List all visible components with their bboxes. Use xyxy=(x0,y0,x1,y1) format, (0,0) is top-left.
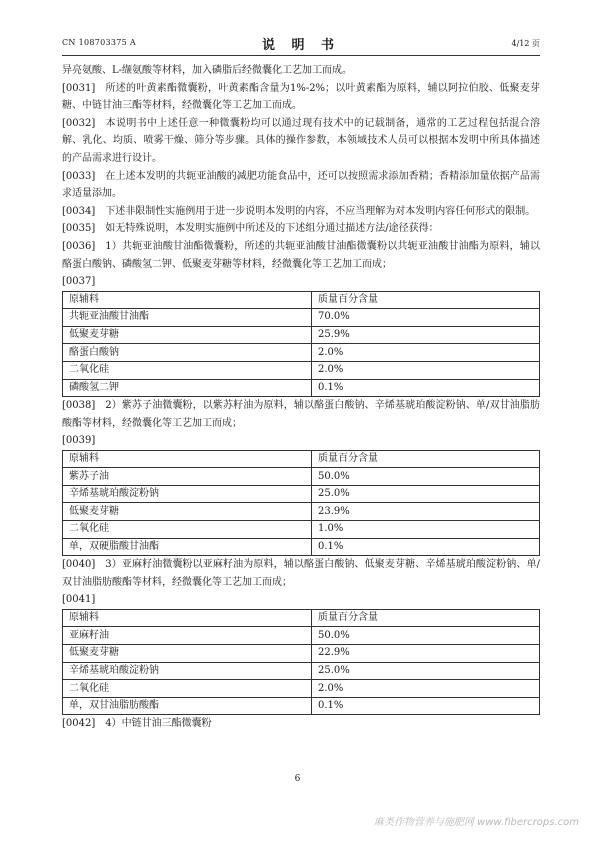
table-cell: 2.0% xyxy=(312,680,540,698)
table-row xyxy=(63,344,540,362)
ingredient-table-cla xyxy=(62,291,540,398)
table-cell: 0.1% xyxy=(312,697,540,715)
paragraph-number: [0035] xyxy=(62,223,96,235)
table-cell: 低聚麦芽糖 xyxy=(63,645,312,663)
paragraph-number: [0040] xyxy=(62,559,96,571)
table-cell: 25.9% xyxy=(312,326,540,344)
table-cell: 50.0% xyxy=(312,627,540,645)
paragraph-0038 xyxy=(62,397,540,432)
paragraph-number: [0031] xyxy=(62,82,96,94)
paragraph-text: 1）共轭亚油酸甘油酯微囊粉，所述的共轭亚油酸甘油酯微囊粉以共轭亚油酸甘油酯为原料，辅以酪蛋白酸钠、磷酸氢二钾、低聚麦芽糖等材料，经微囊化等工艺加工而成； xyxy=(62,240,540,270)
paragraph-number: [0041] xyxy=(62,594,96,606)
paragraph-text: 所述的叶黄素酯微囊粉，叶黄素酯含量为1%-2%；以叶黄素酯为原料，辅以阿拉伯胶、低聚麦芽糖、中链甘油三酯等材料，经微囊化等工艺加工而成。 xyxy=(62,82,540,112)
paragraph-0042 xyxy=(62,715,540,733)
table-row xyxy=(63,503,540,521)
paragraph-0036 xyxy=(62,238,540,273)
paragraph-number: [0037] xyxy=(62,276,96,288)
table-cell: 辛烯基琥珀酸淀粉钠 xyxy=(63,662,312,680)
paragraph-number: [0032] xyxy=(62,117,96,129)
table-cell: 0.1% xyxy=(312,379,540,397)
table-cell: 共轭亚油酸甘油酯 xyxy=(63,309,312,327)
table-row xyxy=(63,468,540,486)
doc-number: CN 108703375 A xyxy=(62,38,136,47)
paragraph-text: 3）亚麻籽油微囊粉以亚麻籽油为原料，辅以酪蛋白酸钠、低聚麦芽糖、辛烯基琥珀酸淀粉钠、单/双甘油脂肪酸酯等材料，经微囊化等工艺加工而成； xyxy=(62,559,540,588)
document-body xyxy=(62,62,540,733)
paragraph-number: [0034] xyxy=(62,205,96,217)
watermark: 麻类作物营养与施肥网 www.fibercrops.com xyxy=(373,817,579,828)
table-header-cell: 质量百分含量 xyxy=(312,450,540,468)
table-row xyxy=(63,521,540,539)
table-cell: 2.0% xyxy=(312,344,540,362)
table-row xyxy=(63,326,540,344)
table-row xyxy=(63,538,540,556)
paragraph-text: 如无特殊说明，本发明实施例中所述及的下述组分通过描述方法/途径获得： xyxy=(105,223,439,235)
paragraph-0033 xyxy=(62,168,540,203)
table-row xyxy=(63,627,540,645)
page-header xyxy=(62,34,540,54)
paragraph-0034 xyxy=(62,203,540,221)
header-rule xyxy=(62,55,540,56)
table-cell: 二氧化硅 xyxy=(63,521,312,539)
paragraph-text: 4）中链甘油三酯微囊粉 xyxy=(105,718,212,730)
paragraph-number: [0039] xyxy=(62,435,96,447)
table-row xyxy=(63,662,540,680)
ingredient-table-perilla xyxy=(62,450,540,557)
table-row xyxy=(63,697,540,715)
table-cell: 辛烯基琥珀酸淀粉钠 xyxy=(63,485,312,503)
table-row xyxy=(63,309,540,327)
table-cell: 2.0% xyxy=(312,361,540,379)
table-cell: 25.0% xyxy=(312,485,540,503)
table-cell: 1.0% xyxy=(312,521,540,539)
table-cell: 50.0% xyxy=(312,468,540,486)
table-cell: 0.1% xyxy=(312,538,540,556)
paragraph-text: 下述非限制性实施例用于进一步说明本发明的内容，不应当理解为对本发明内容任何形式的限制。 xyxy=(105,205,536,217)
table-header-row xyxy=(63,450,540,468)
table-cell: 二氧化硅 xyxy=(63,680,312,698)
page-of: 4/12 页 xyxy=(511,39,540,48)
table-cell: 亚麻籽油 xyxy=(63,627,312,645)
paragraph-text: 在上述本发明的共轭亚油酸的减肥功能食品中，还可以按照需求添加香精；香精添加量依据产品需求适量添加。 xyxy=(62,170,540,200)
table-cell: 单，双硬脂酸甘油酯 xyxy=(63,538,312,556)
table-cell: 低聚麦芽糖 xyxy=(63,326,312,344)
paragraph-0031 xyxy=(62,80,540,115)
table-cell: 酪蛋白酸钠 xyxy=(63,344,312,362)
paragraph-0035 xyxy=(62,220,540,238)
paragraph-number: [0038] xyxy=(62,400,96,412)
table-cell: 磷酸氢二钾 xyxy=(63,379,312,397)
table-row xyxy=(63,361,540,379)
table-header-row xyxy=(63,609,540,627)
table-cell: 低聚麦芽糖 xyxy=(63,503,312,521)
table-header-cell: 原辅料 xyxy=(63,609,312,627)
table-row xyxy=(63,680,540,698)
paragraph-text: 本说明书中上述任意一种微囊粉均可以通过现有技术中的记载制备，通常的工艺过程包括混合溶解、乳化、均质、喷雾干燥、筛分等步骤。具体的操作参数，本领域技术人员可以根据本发明中所具体描述的产品需求进行设计。 xyxy=(62,117,540,164)
table-cell: 25.0% xyxy=(312,662,540,680)
table-header-cell: 原辅料 xyxy=(63,450,312,468)
paragraph-number: [0042] xyxy=(62,718,96,730)
page-number: 6 xyxy=(294,774,301,784)
table-header-cell: 质量百分含量 xyxy=(312,609,540,627)
paragraph-text: 2）紫苏子油微囊粉，以紫苏籽油为原料，辅以酪蛋白酸钠、辛烯基琥珀酸淀粉钠、单/双甘油脂肪酸酯等材料，经微囊化等工艺加工而成； xyxy=(62,400,540,429)
table-row xyxy=(63,485,540,503)
doc-title: 说 明 书 xyxy=(261,38,341,53)
table-header-row xyxy=(63,291,540,309)
table-row xyxy=(63,645,540,663)
paragraph-continued: 异亮氨酸、L-缬氨酸等材料，加入磷脂后经微囊化工艺加工而成。 xyxy=(62,65,353,76)
paragraph-0040 xyxy=(62,556,540,591)
table-cell: 紫苏子油 xyxy=(63,468,312,486)
paragraph-number: [0033] xyxy=(62,170,96,182)
paragraph-0032 xyxy=(62,115,540,168)
table-row xyxy=(63,379,540,397)
table-header-cell: 质量百分含量 xyxy=(312,291,540,309)
paragraph-number: [0036] xyxy=(62,240,96,252)
ingredient-table-linseed xyxy=(62,609,540,716)
table-header-cell: 原辅料 xyxy=(63,291,312,309)
table-cell: 单，双甘油脂肪酸酯 xyxy=(63,697,312,715)
table-cell: 23.9% xyxy=(312,503,540,521)
table-cell: 22.9% xyxy=(312,645,540,663)
table-cell: 70.0% xyxy=(312,309,540,327)
table-cell: 二氧化硅 xyxy=(63,361,312,379)
